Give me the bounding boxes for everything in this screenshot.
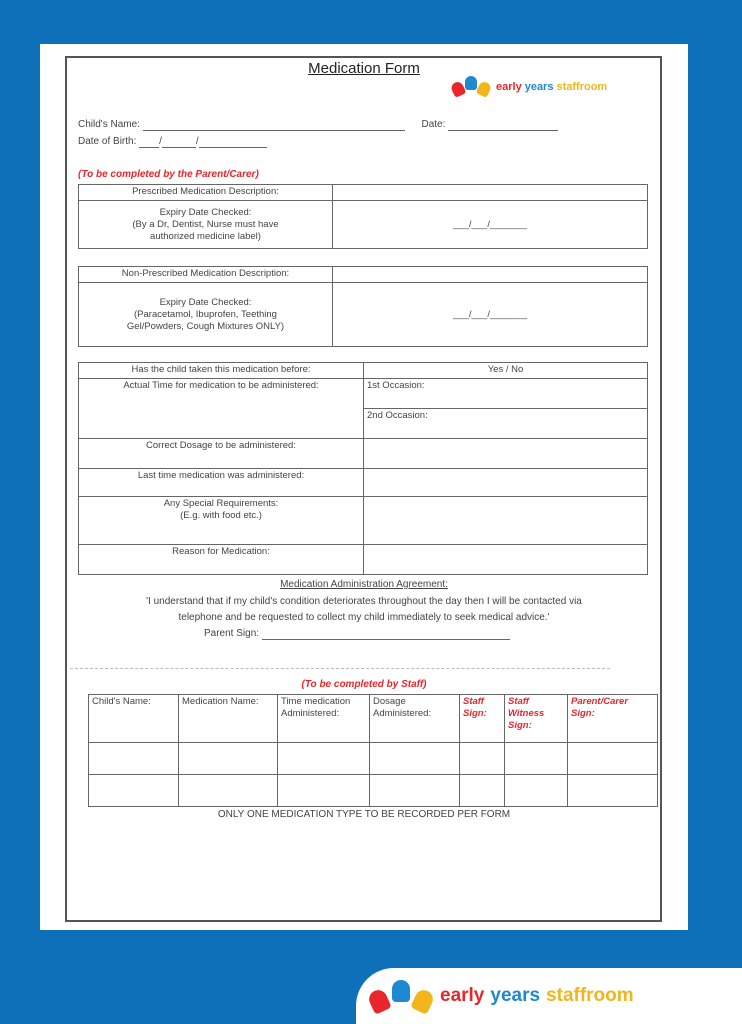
staff-table-header xyxy=(89,695,658,743)
staff-section-heading: (To be completed by Staff) xyxy=(301,679,427,690)
header-time-administered: Time medication Administered: xyxy=(278,695,370,743)
brand-early: early xyxy=(496,81,522,93)
brand-logo xyxy=(452,74,607,100)
reason-field[interactable] xyxy=(364,545,648,575)
footer-brand xyxy=(356,968,742,1024)
agreement-line-2: telephone and be requested to collect my child immediately to seek medical advice.' xyxy=(178,612,550,623)
prescribed-description-field[interactable] xyxy=(333,185,648,201)
brand-staffroom: staffroom xyxy=(556,81,608,93)
childs-name-field[interactable] xyxy=(143,121,405,131)
cell-time-administered[interactable] xyxy=(278,743,370,775)
footnote: ONLY ONE MEDICATION TYPE TO BE RECORDED PER FORM xyxy=(217,809,511,820)
parent-section-heading: (To be completed by the Parent/Carer) xyxy=(78,169,259,180)
cell-dosage-administered[interactable] xyxy=(370,775,460,807)
cell-medication-name[interactable] xyxy=(179,743,278,775)
footer-brand-staffroom: staffroom xyxy=(546,985,634,1006)
special-requirements-label: Any Special Requirements: (E.g. with food etc.) xyxy=(79,497,364,545)
actual-time-label: Actual Time for medication to be administered: xyxy=(79,379,364,439)
non-prescribed-description-label: Non-Prescribed Medication Description: xyxy=(79,267,333,283)
table-row xyxy=(89,743,658,775)
non-prescribed-expiry-label: Expiry Date Checked: (Paracetamol, Ibuprofen, Teething Gel/Powders, Cough Mixtures ONLY) xyxy=(79,283,333,347)
reason-label: Reason for Medication: xyxy=(79,545,364,575)
special-requirements-field[interactable] xyxy=(364,497,648,545)
dob-year-field[interactable] xyxy=(199,138,267,148)
parent-sign-row xyxy=(204,627,510,640)
dob-month-field[interactable] xyxy=(162,138,196,148)
header-staff-witness-sign: Staff Witness Sign: xyxy=(505,695,568,743)
prescribed-description-label: Prescribed Medication Description: xyxy=(79,185,333,201)
medication-details-table xyxy=(78,362,648,575)
parent-sign-field[interactable] xyxy=(262,630,510,640)
agreement-line-1: 'I understand that if my child's condition deteriorates throughout the day then I will be contacted via xyxy=(146,596,582,607)
dob-slash: / xyxy=(195,136,199,147)
non-prescribed-table xyxy=(78,266,648,347)
cell-staff-witness-sign[interactable] xyxy=(505,775,568,807)
header-parent-carer-sign: Parent/Carer Sign: xyxy=(568,695,658,743)
table-row xyxy=(89,775,658,807)
staff-table xyxy=(88,694,658,807)
cell-time-administered[interactable] xyxy=(278,775,370,807)
childs-name-row xyxy=(78,118,638,131)
dosage-field[interactable] xyxy=(364,439,648,469)
cell-dosage-administered[interactable] xyxy=(370,743,460,775)
prescribed-expiry-field[interactable]: ___/___/_______ xyxy=(333,201,648,249)
second-occasion-field[interactable]: 2nd Occasion: xyxy=(364,409,648,439)
dob-day-field[interactable] xyxy=(139,138,159,148)
dob-slash: / xyxy=(159,136,162,147)
cell-staff-sign[interactable] xyxy=(460,743,505,775)
header-staff-sign: Staff Sign: xyxy=(460,695,505,743)
hands-icon xyxy=(452,74,492,100)
prescribed-expiry-label: Expiry Date Checked: (By a Dr, Dentist, Nurse must have authorized medicine label) xyxy=(79,201,333,249)
form-title: Medication Form xyxy=(308,60,420,77)
yes-no-field[interactable]: Yes / No xyxy=(364,363,648,379)
footer-brand-years: years xyxy=(490,985,541,1006)
cell-childs-name[interactable] xyxy=(89,775,179,807)
non-prescribed-description-field[interactable] xyxy=(333,267,648,283)
header-childs-name: Child's Name: xyxy=(89,695,179,743)
dob-row xyxy=(78,135,638,148)
parent-sign-label: Parent Sign: xyxy=(204,628,260,639)
header-dosage-administered: Dosage Administered: xyxy=(370,695,460,743)
agreement-heading: Medication Administration Agreement: xyxy=(280,579,448,590)
date-label: Date: xyxy=(421,119,446,130)
taken-before-label: Has the child taken this medication before: xyxy=(79,363,364,379)
childs-name-label: Child's Name: xyxy=(78,119,140,130)
date-field[interactable] xyxy=(448,121,558,131)
brand-years: years xyxy=(524,81,554,93)
form-sheet xyxy=(40,44,688,930)
cell-medication-name[interactable] xyxy=(179,775,278,807)
dosage-label: Correct Dosage to be administered: xyxy=(79,439,364,469)
first-occasion-field[interactable]: 1st Occasion: xyxy=(364,379,648,409)
cell-staff-sign[interactable] xyxy=(460,775,505,807)
hands-icon xyxy=(370,976,434,1016)
non-prescribed-expiry-field[interactable]: ___/___/_______ xyxy=(333,283,648,347)
footer-brand-early: early xyxy=(440,985,485,1006)
last-time-label: Last time medication was administered: xyxy=(79,469,364,497)
divider xyxy=(70,668,610,669)
cell-staff-witness-sign[interactable] xyxy=(505,743,568,775)
header-medication-name: Medication Name: xyxy=(179,695,278,743)
cell-parent-carer-sign[interactable] xyxy=(568,743,658,775)
prescribed-table xyxy=(78,184,648,249)
dob-label: Date of Birth: xyxy=(78,136,137,147)
cell-parent-carer-sign[interactable] xyxy=(568,775,658,807)
last-time-field[interactable] xyxy=(364,469,648,497)
cell-childs-name[interactable] xyxy=(89,743,179,775)
